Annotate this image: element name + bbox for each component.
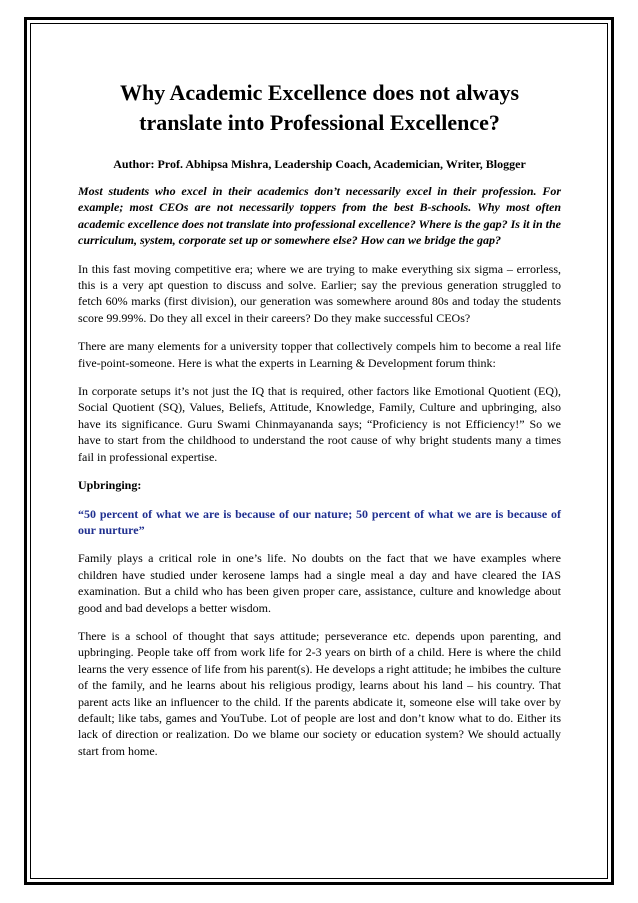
document-body xyxy=(78,78,561,759)
document-title: Why Academic Excellence does not always translate into Professional Excellence? xyxy=(119,80,520,135)
paragraph-2: There are many elements for a university topper that collectively compels him to become a real life five-point-someone. Here is what the experts in Learning & Development forum think: xyxy=(78,339,561,370)
author-line: Author: Prof. Abhipsa Mishra, Leadership Coach, Academician, Writer, Blogger xyxy=(113,157,526,171)
section-heading-upbringing: Upbringing: xyxy=(78,478,142,493)
nature-nurture-quote: “50 percent of what we are is because of our nature; 50 percent of what we are is because of our nurture” xyxy=(78,506,561,537)
paragraph-1: In this fast moving competitive era; where we are trying to make everything six sigma – errorless, this is a very apt question to discuss and solve. Earlier; say the previous generation struggled to fetch 60% marks (first division), our generation was somewhere around 80s and today the students score 99.99%. Do they all excel in their careers? Do they make successful CEOs? xyxy=(78,261,561,325)
intro-paragraph: Most students who excel in their academics don’t necessarily excel in their profession. For example; most CEOs are not necessarily toppers from the best B-schools. Why most often academic excellence does not translate into professional excellence? Where is the gap? Is it in the curriculum, system, corporate set up or somewhere else? How can we bridge the gap? xyxy=(78,184,561,248)
paragraph-3: In corporate setups it’s not just the IQ that is required, other factors like Emotional Quotient (EQ), Social Quotient (SQ), Values, Beliefs, Attitude, Knowledge, Family, Culture and upbringing, also have its significance. Guru Swami Chinmayananda says; “Proficiency is not Efficiency!” So we have to start from the childhood to understand the root cause of why bright students many a times fail in professional expertise. xyxy=(78,384,561,464)
paragraph-5: There is a school of thought that says attitude; perseverance etc. depends upon parenting, and upbringing. People take off from work life for 2-3 years on birth of a child. Here is where the child learns the very essence of life from his parent(s). He develops a right attitude; he imbibes the culture of the family, and he learns about his religious prodigy, learns about his land – his country. That parent acts like an influencer to the child. If the parents abdicate it, someone else will take over by default; like tabs, games and YouTube. Lot of people are lost and don’t know what to do. Either its lack of direction or realization. Do we blame our society or education system? We should actually start from home. xyxy=(78,628,561,758)
paragraph-4: Family plays a critical role in one’s life. No doubts on the fact that we have examples where children have studied under kerosene lamps had a single meal a day and have cleared the IAS examination. But a child who has been given proper care, assistance, culture and knowledge about good and bad develops a better wisdom. xyxy=(78,551,561,615)
